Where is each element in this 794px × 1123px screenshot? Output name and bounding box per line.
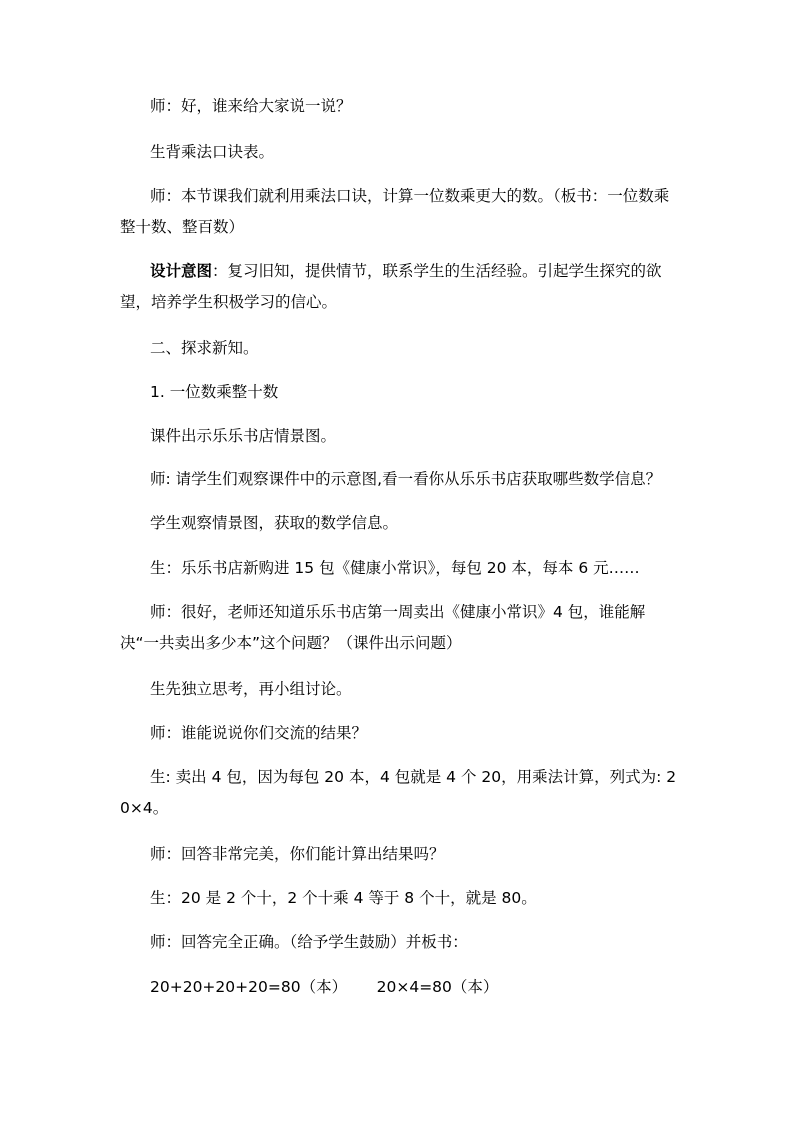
paragraph-13: 师：谁能说说你们交流的结果？ (150, 724, 368, 742)
paragraph-3: 师：本节课我们就利用乘法口诀，计算一位数乘更大的数。（板书：一位数乘整十数、整百数） (120, 187, 670, 236)
subsection-heading: 1. 一位数乘整十数 (150, 383, 279, 401)
paragraph-1: 师：好，谁来给大家说一说？ (150, 97, 352, 115)
equation-line: 20+20+20+20=80（本） 20×4=80（本） (150, 978, 499, 996)
paragraph-17: 师：回答完全正确。（给予学生鼓励）并板书： (150, 933, 468, 951)
design-intent-label: 设计意图 (150, 262, 213, 280)
paragraph-12: 生先独立思考，再小组讨论。 (150, 680, 352, 698)
section-heading: 二、探求新知。 (150, 339, 259, 357)
paragraph-9: 学生观察情景图，获取的数学信息。 (150, 514, 399, 532)
paragraph-2: 生背乘法口诀表。 (150, 143, 275, 161)
paragraph-14: 生: 卖出 4 包，因为每包 20 本，4 包就是 4 个 20，用乘法计算，列式为: 20×4。 (120, 768, 677, 817)
paragraph-8: 师: 请学生们观察课件中的示意图,看一看你从乐乐书店获取哪些数学信息？ (150, 470, 662, 488)
paragraph-15: 师：回答非常完美，你们能计算出结果吗？ (150, 845, 445, 863)
paragraph-7: 课件出示乐乐书店情景图。 (150, 427, 337, 445)
paragraph-16: 生：20 是 2 个十，2 个十乘 4 等于 8 个十，就是 80。 (150, 889, 537, 907)
design-intent-text: ：复习旧知，提供情节，联系学生的生活经验。引起学生探究的欲望，培养学生积极学习的信心。 (120, 262, 662, 311)
paragraph-11: 师：很好，老师还知道乐乐书店第一周卖出《健康小常识》4 包，谁能解决“一共卖出多少本”这个问题？（课件出示问题） (120, 603, 646, 652)
paragraph-design-intent (120, 256, 680, 318)
paragraph-10: 生：乐乐书店新购进 15 包《健康小常识》，每包 20 本，每本 6 元…… (150, 559, 640, 577)
